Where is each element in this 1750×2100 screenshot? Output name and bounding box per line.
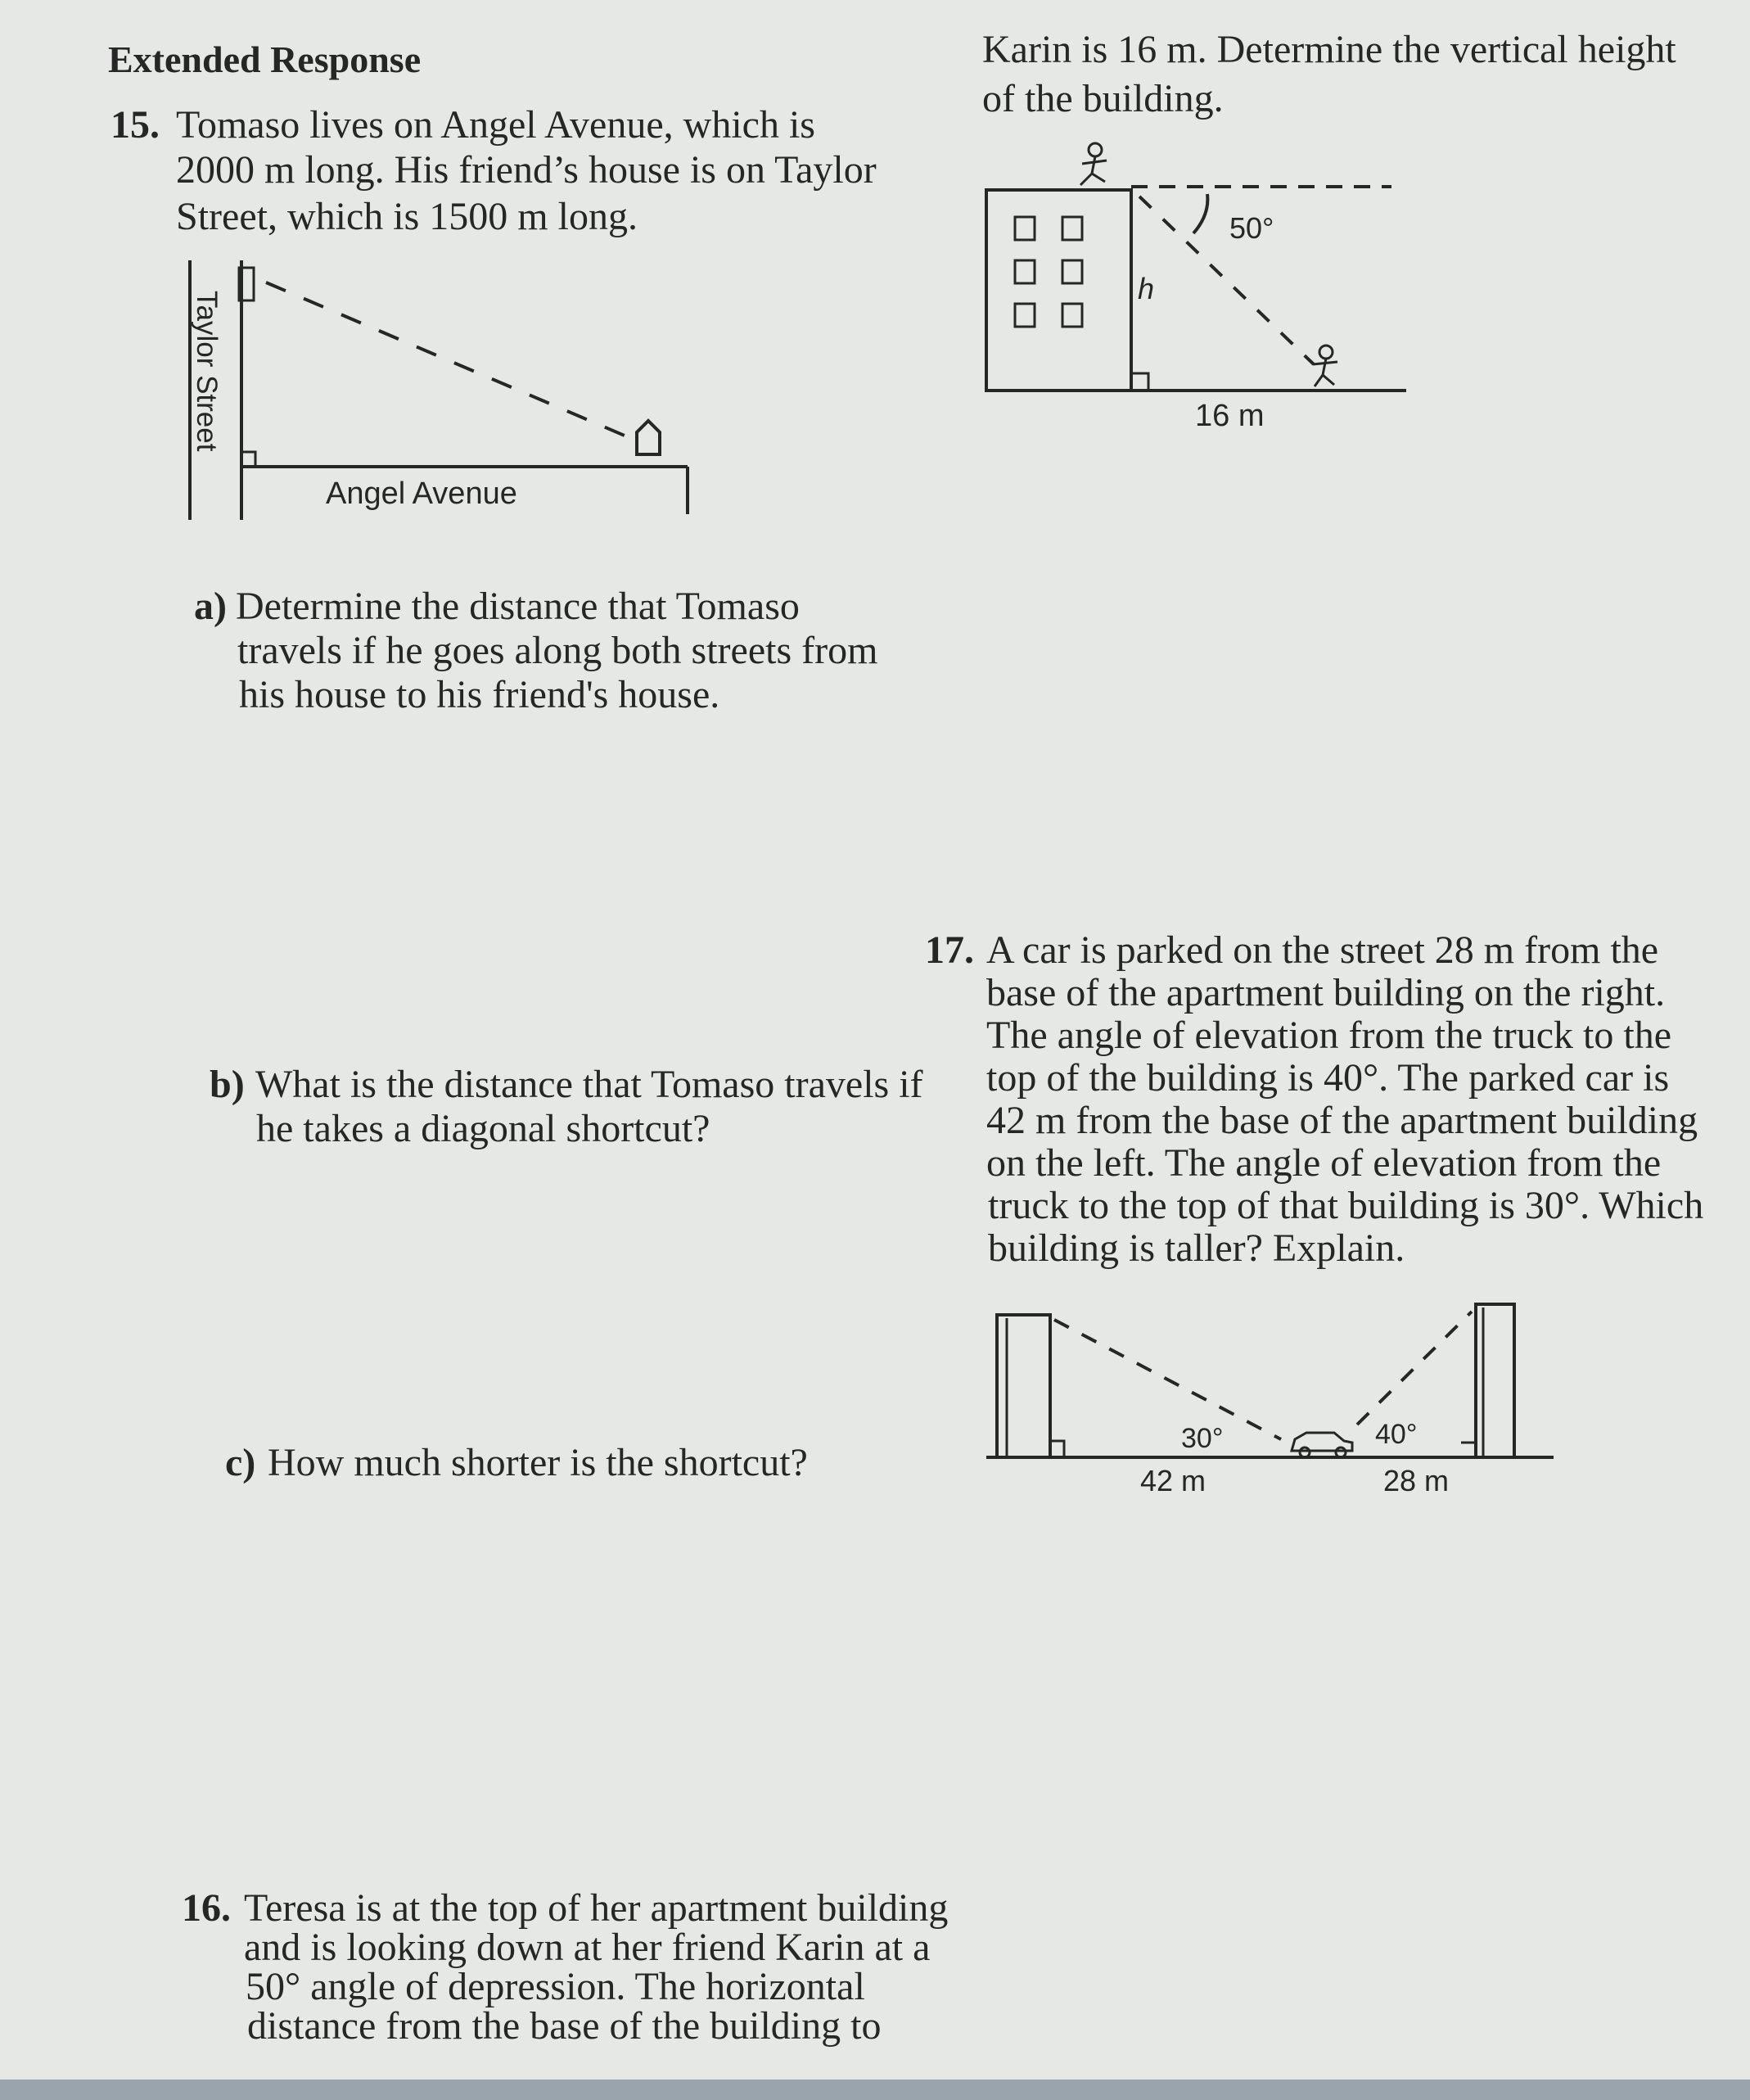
q17-right-angle-label: 40° [1375,1419,1418,1450]
section-heading: Extended Response [108,38,422,80]
q16-line-4: distance from the base of the building to [247,2004,882,2048]
q17-line-4: top of the building is 40°. The parked car is [986,1056,1670,1100]
q17-right-distance-label: 28 m [1383,1464,1450,1497]
car-icon [1292,1433,1352,1457]
angle-arc [1193,194,1207,233]
q15a-label: a) [194,585,227,628]
q15b-line-1: What is the distance that Tomaso travels if [255,1063,923,1106]
q17-line-8: building is taller? Explain. [988,1226,1405,1270]
right-sight-line [1357,1312,1472,1425]
q17-line-1: A car is parked on the street 28 m from the [986,928,1659,972]
depression-sight-line [1139,196,1314,364]
right-right-angle-mark [1461,1443,1476,1457]
q17-line-7: truck to the top of that building is 30°. Which [988,1184,1704,1227]
teresa-figure-icon [1080,143,1107,185]
taylor-street-label: Taylor Street [191,291,223,452]
q15-number: 15. [111,103,160,147]
q16-line-2: and is looking down at her friend Karin at a [244,1926,931,1969]
karin-figure-icon [1313,345,1337,386]
q15-line-1: Tomaso lives on Angel Avenue, which is [176,103,815,147]
q15b-label: b) [210,1063,245,1106]
q17-line-5: 42 m from the base of the apartment building [986,1099,1698,1142]
q17-line-6: on the left. The angle of elevation from the [986,1141,1662,1185]
q17-line-3: The angle of elevation from the truck to the [986,1014,1672,1057]
bottom-edge-bar [0,2080,1750,2100]
left-right-angle-mark [1050,1441,1064,1457]
q16-continued-line-2: of the building. [982,77,1224,120]
right-angle-mark [1131,373,1148,391]
q16-line-3: 50° angle of depression. The horizontal [246,1965,865,2008]
angel-avenue-label: Angel Avenue [326,476,517,511]
q16-continued-line-1: Karin is 16 m. Determine the vertical height [982,28,1676,71]
right-angle-mark [241,452,255,467]
q15b-line-2: he takes a diagonal shortcut? [256,1107,710,1150]
q15-line-2: 2000 m long. His friend’s house is on Taylor [176,148,877,192]
friend-house-icon [637,421,660,454]
q16-number: 16. [182,1886,231,1930]
q17-left-angle-label: 30° [1181,1423,1224,1454]
q17-line-2: base of the apartment building on the right. [986,971,1666,1014]
q16-height-label: h [1138,272,1155,305]
left-sight-line [1054,1320,1281,1439]
q15-line-3: Street, which is 1500 m long. [176,195,638,238]
q16-angle-label: 50° [1229,211,1274,245]
q16-distance-label: 16 m [1195,399,1265,433]
left-building-outer [997,1315,1050,1457]
apartment-building [986,190,1131,391]
tomaso-house-icon [239,268,254,300]
q15a-line-1: Determine the distance that Tomaso [236,585,800,628]
right-building-outer [1476,1304,1514,1457]
q16-line-1: Teresa is at the top of her apartment building [244,1886,949,1930]
q15c-text: How much shorter is the shortcut? [268,1441,808,1484]
q15a-line-3: his house to his friend's house. [239,673,720,716]
q15a-line-2: travels if he goes along both streets from [237,629,878,672]
window-grid [1015,217,1082,327]
q17-number: 17. [925,928,974,972]
diagonal-shortcut-line [266,282,630,438]
q17-left-distance-label: 42 m [1140,1464,1207,1497]
q15c-label: c) [225,1441,256,1484]
